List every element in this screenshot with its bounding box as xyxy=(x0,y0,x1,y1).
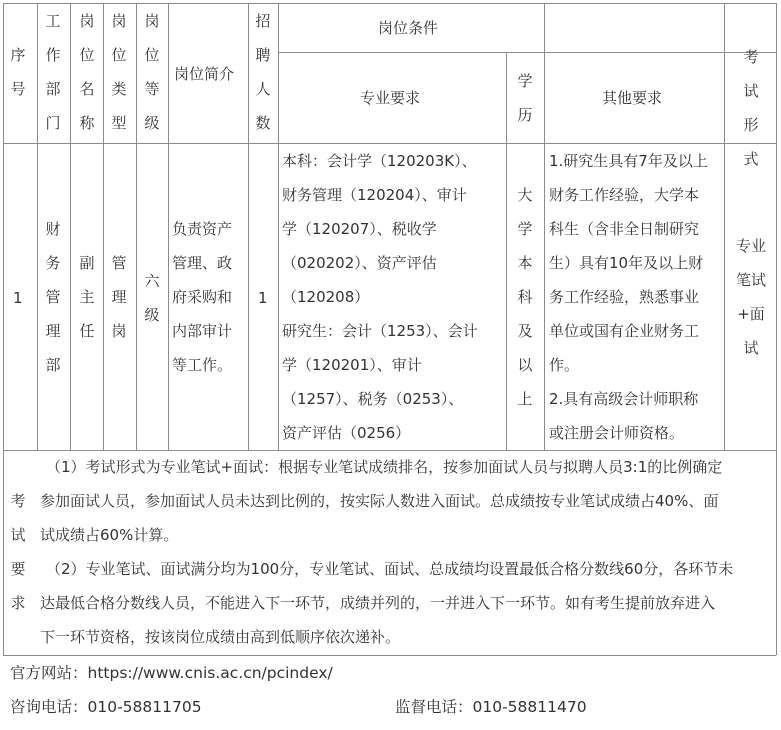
row-other xyxy=(549,144,724,450)
text-line: 管 xyxy=(45,288,61,306)
text-line: 管理、政 xyxy=(172,254,233,272)
text-line: 或注册会计师资格。 xyxy=(549,424,685,442)
text-line: （120208） xyxy=(282,288,370,306)
text-line: 试 xyxy=(743,339,759,357)
text-line: 序 xyxy=(10,46,26,64)
exam-line: 下一环节资格，按该岗位成绩由高到低顺序依次递补。 xyxy=(40,628,401,646)
text-line: 及 xyxy=(517,322,533,340)
text-line: 务工作经验，熟悉事业 xyxy=(549,288,700,306)
row-seq: 1 xyxy=(13,289,23,307)
text-line: 求 xyxy=(10,594,26,612)
header-headcount xyxy=(248,4,278,140)
exam-line: 试成绩占60%计算。 xyxy=(40,526,179,544)
text-line: +面 xyxy=(737,305,765,323)
header-conditions: 岗位条件 xyxy=(378,19,439,37)
text-line: 工 xyxy=(45,12,61,30)
row-position-name xyxy=(72,246,102,348)
text-line: 副 xyxy=(79,254,95,272)
text-line: 招 xyxy=(255,12,271,30)
supervise-phone: 监督电话：010-58811470 xyxy=(395,698,587,716)
text-line: 位 xyxy=(79,46,95,64)
text-line: 大 xyxy=(517,186,533,204)
grid-line-horizontal xyxy=(278,52,776,53)
text-line: 单位或国有企业财务工 xyxy=(549,322,700,340)
header-major: 专业要求 xyxy=(360,89,421,107)
text-line: 岗 xyxy=(79,12,95,30)
header-position-type xyxy=(104,4,134,140)
text-line: 部 xyxy=(45,356,61,374)
text-line: 理 xyxy=(45,322,61,340)
text-line: 试 xyxy=(743,82,759,100)
text-line: 级 xyxy=(144,114,160,132)
text-line: 财务工作经验，大学本 xyxy=(549,186,700,204)
text-line: 笔试 xyxy=(735,271,766,289)
row-headcount: 1 xyxy=(258,289,268,307)
text-line: 资产评估（0256） xyxy=(282,424,411,442)
text-line: 部 xyxy=(45,80,61,98)
text-line: 研究生：会计（1253）、会计 xyxy=(282,322,478,340)
text-line: 上 xyxy=(517,390,533,408)
exam-line: 达最低合格分数线人员，不能进入下一环节，成绩并列的，一并进入下一环节。如有考生提前放弃进入 xyxy=(40,594,716,612)
text-line: 号 xyxy=(10,80,26,98)
header-seq xyxy=(3,38,33,106)
consult-phone: 咨询电话：010-58811705 xyxy=(10,698,202,716)
text-line: 作。 xyxy=(549,356,580,374)
row-department xyxy=(38,212,68,382)
text-line: 试 xyxy=(10,526,26,544)
text-line: 任 xyxy=(79,322,95,340)
text-line: 岗 xyxy=(111,322,127,340)
text-line: （1257）、税务（0253）、 xyxy=(282,390,464,408)
text-line: 聘 xyxy=(255,46,271,64)
exam-line: （1）考试形式为专业笔试+面试：根据专业笔试成绩排名，按参加面试人员与拟聘人员3:1的比例确定 xyxy=(46,458,723,476)
text-line: 本科：会计学（120203K）、 xyxy=(282,152,477,170)
text-line: 本 xyxy=(517,254,533,272)
text-line: 名 xyxy=(79,80,95,98)
text-line: 位 xyxy=(111,46,127,64)
row-exam-form xyxy=(726,229,776,365)
text-line: 财 xyxy=(45,220,61,238)
text-line: 管 xyxy=(111,254,127,272)
text-line: 理 xyxy=(111,288,127,306)
text-line: 六 xyxy=(144,272,160,290)
row-education xyxy=(510,178,540,416)
text-line: 考 xyxy=(743,48,759,66)
text-line: 作 xyxy=(45,46,61,64)
text-line: 2.具有高级会计师职称 xyxy=(549,390,699,408)
text-line: 位 xyxy=(144,46,160,64)
text-line: 岗 xyxy=(144,12,160,30)
row-major xyxy=(282,144,507,450)
text-line: 称 xyxy=(79,114,95,132)
grid-line-vertical xyxy=(724,3,725,450)
grid-line-vertical xyxy=(776,3,777,655)
row-intro xyxy=(168,212,250,382)
official-website-link[interactable]: 官方网站：https://www.cnis.ac.cn/pcindex/ xyxy=(10,664,333,682)
text-line: 务 xyxy=(45,254,61,272)
text-line: 考 xyxy=(10,492,26,510)
text-line: 历 xyxy=(517,106,533,124)
text-line: 人 xyxy=(255,80,271,98)
text-line: 门 xyxy=(45,114,61,132)
text-line: 等工作。 xyxy=(172,356,233,374)
text-line: 学（120201）、审计 xyxy=(282,356,422,374)
text-line: 型 xyxy=(111,114,127,132)
exam-requirements-text xyxy=(40,450,775,654)
text-line: 专业 xyxy=(735,237,766,255)
text-line: 财务管理（120204）、审计 xyxy=(282,186,467,204)
text-line: 生）具有10年及以上财 xyxy=(549,254,704,272)
text-line: 等 xyxy=(144,80,160,98)
text-line: 要 xyxy=(10,560,26,578)
text-line: 形 xyxy=(743,116,759,134)
header-intro: 岗位简介 xyxy=(174,65,235,83)
text-line: 科生（含非全日制研究 xyxy=(549,220,700,238)
text-line: 主 xyxy=(79,288,95,306)
text-line: 府采购和 xyxy=(172,288,233,306)
header-exam-form xyxy=(726,40,776,176)
text-line: 数 xyxy=(255,114,271,132)
exam-line: 参加面试人员，参加面试人员未达到比例的，按实际人数进入面试。总成绩按专业笔试成绩占40%、面 xyxy=(40,492,719,510)
text-line: 科 xyxy=(517,288,533,306)
row-position-level xyxy=(137,264,167,332)
exam-line: （2）专业笔试、面试满分均为100分，专业笔试、面试、总成绩均设置最低合格分数线60分，各环节未 xyxy=(46,560,734,578)
grid-line-vertical xyxy=(278,3,279,450)
grid-line-vertical xyxy=(70,3,71,450)
text-line: 式 xyxy=(743,150,759,168)
text-line: 内部审计 xyxy=(172,322,233,340)
exam-requirements-label xyxy=(3,484,33,620)
text-line: 学 xyxy=(517,220,533,238)
text-line: 以 xyxy=(517,356,533,374)
header-department xyxy=(38,4,68,140)
text-line: 类 xyxy=(111,80,127,98)
text-line: 学（120207）、税收学 xyxy=(282,220,437,238)
header-position-level xyxy=(137,4,167,140)
text-line: 级 xyxy=(144,306,160,324)
grid-line-vertical xyxy=(544,3,545,450)
header-other: 其他要求 xyxy=(602,89,663,107)
text-line: 负责资产 xyxy=(172,220,233,238)
text-line: 学 xyxy=(517,72,533,90)
text-line: 岗 xyxy=(111,12,127,30)
row-position-type xyxy=(104,246,134,348)
text-line: 1.研究生具有7年及以上 xyxy=(549,152,708,170)
text-line: （020202）、资产评估 xyxy=(282,254,437,272)
header-position-name xyxy=(72,4,102,140)
header-education xyxy=(510,64,540,132)
